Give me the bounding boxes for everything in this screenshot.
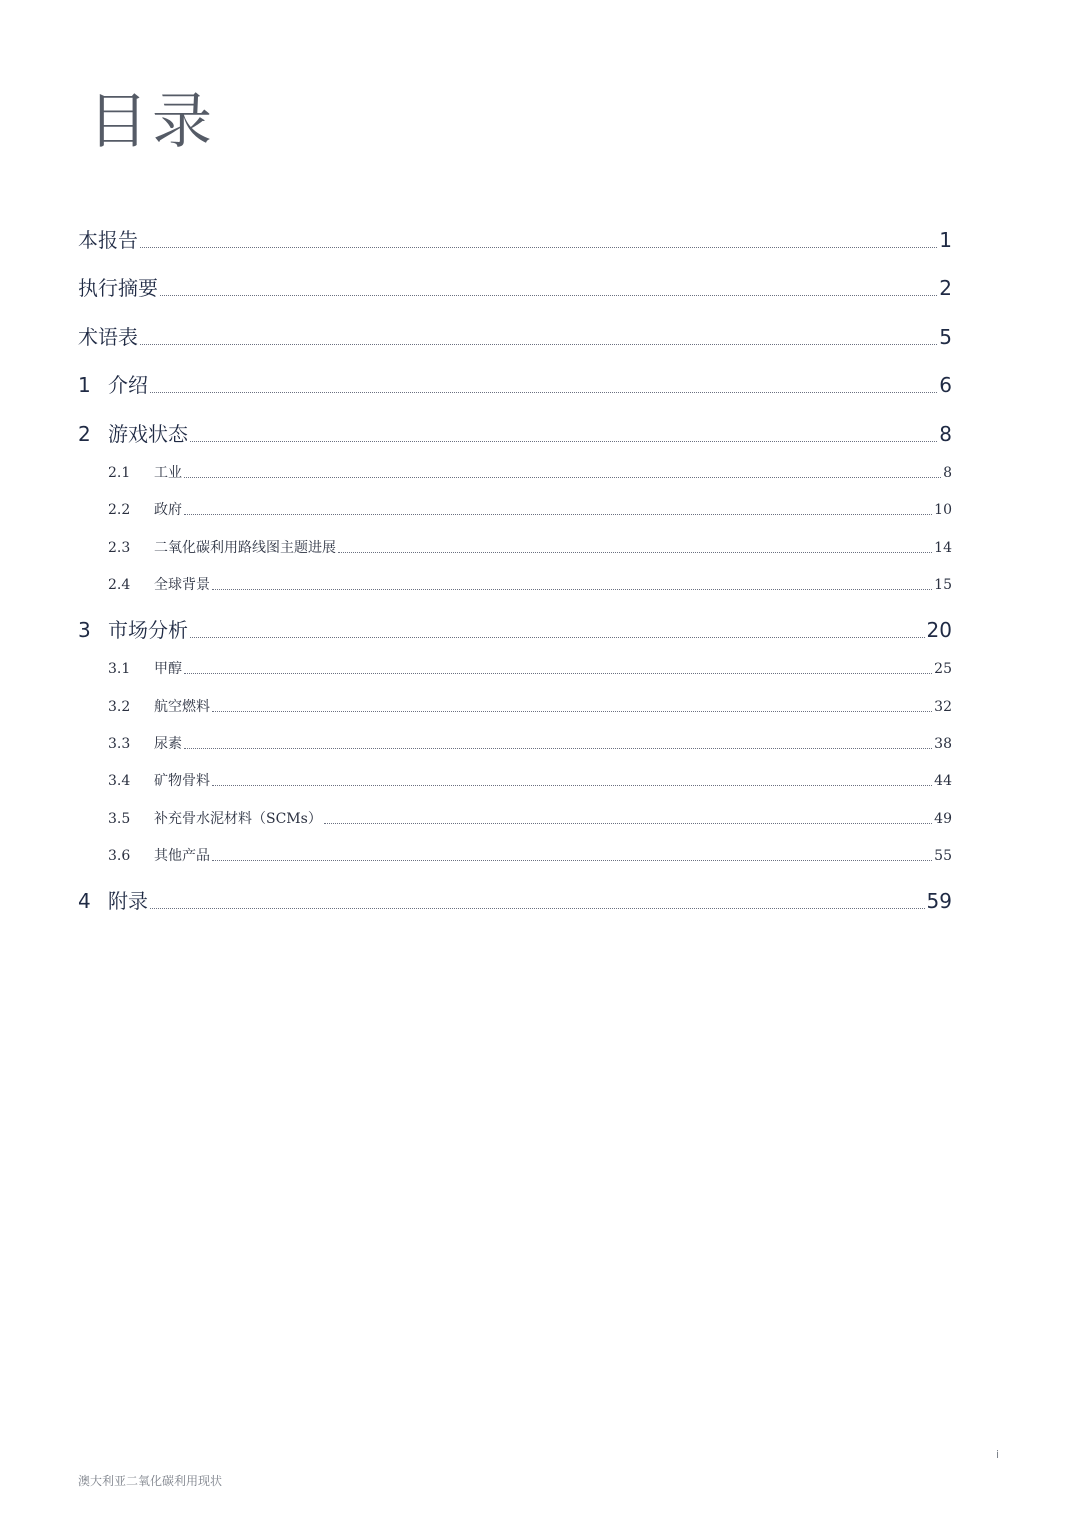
leader-dots xyxy=(190,637,925,638)
leader-dots xyxy=(184,748,932,749)
toc-entry-label: 游戏状态 xyxy=(108,422,188,446)
toc-entry-label: 工业 xyxy=(154,465,182,481)
toc-entry-label: 航空燃料 xyxy=(154,699,210,715)
toc-entry-appendix[interactable] xyxy=(78,885,952,914)
page-number: i xyxy=(996,1448,1000,1461)
toc-entry-number: 2.4 xyxy=(108,577,131,593)
toc-entry-other-products[interactable] xyxy=(78,845,952,865)
toc-entry-number: 3 xyxy=(78,618,91,642)
leader-dots xyxy=(150,392,937,393)
toc-entry-page: 49 xyxy=(934,811,952,827)
toc-entry-page: 44 xyxy=(934,773,952,789)
toc-entry-glossary[interactable] xyxy=(78,321,952,350)
toc-entry-number: 4 xyxy=(78,889,91,913)
toc-entry-label: 术语表 xyxy=(78,325,138,349)
toc-entry-roadmap-progress[interactable] xyxy=(78,537,952,557)
toc-entry-label: 执行摘要 xyxy=(78,276,158,300)
leader-dots xyxy=(140,247,937,248)
toc-entry-page: 14 xyxy=(934,540,952,556)
leader-dots xyxy=(212,711,932,712)
toc-entry-label: 政府 xyxy=(154,502,182,518)
toc-entry-page: 5 xyxy=(939,325,952,349)
toc-entry-urea[interactable] xyxy=(78,733,952,753)
toc-entry-label: 市场分析 xyxy=(108,618,188,642)
toc-entry-methanol[interactable] xyxy=(78,658,952,678)
toc-entry-industry[interactable] xyxy=(78,462,952,482)
toc-entry-number: 3.5 xyxy=(108,811,131,827)
toc-entry-label: 二氧化碳利用路线图主题进展 xyxy=(154,540,336,556)
toc-entry-page: 10 xyxy=(934,502,952,518)
toc-entry-global-context[interactable] xyxy=(78,574,952,594)
leader-dots xyxy=(184,477,941,478)
toc-entry-page: 8 xyxy=(939,422,952,446)
toc-entry-label: 本报告 xyxy=(78,228,138,252)
toc-entry-state-of-play[interactable] xyxy=(78,418,952,447)
leader-dots xyxy=(212,785,932,786)
leader-dots xyxy=(184,673,932,674)
leader-dots xyxy=(184,514,932,515)
toc-entry-label: 其他产品 xyxy=(154,848,210,864)
toc-entry-introduction[interactable] xyxy=(78,369,952,398)
leader-dots xyxy=(150,908,925,909)
toc-entry-label: 甲醇 xyxy=(154,661,182,677)
leader-dots xyxy=(212,589,932,590)
toc-entry-number: 1 xyxy=(78,373,91,397)
toc-entry-aviation-fuel[interactable] xyxy=(78,696,952,716)
toc-entry-label: 介绍 xyxy=(108,373,148,397)
toc-entry-government[interactable] xyxy=(78,499,952,519)
toc-entry-market-analysis[interactable] xyxy=(78,614,952,643)
toc-entry-number: 3.1 xyxy=(108,661,131,677)
toc-entry-number: 3.2 xyxy=(108,699,131,715)
toc-entry-page: 15 xyxy=(934,577,952,593)
toc-entry-page: 1 xyxy=(939,228,952,252)
leader-dots xyxy=(212,860,932,861)
toc-entry-page: 2 xyxy=(939,276,952,300)
leader-dots xyxy=(338,552,932,553)
toc-entry-page: 55 xyxy=(934,848,952,864)
footer-document-title: 澳大利亚二氧化碳利用现状 xyxy=(78,1474,223,1488)
toc-entry-number: 2.3 xyxy=(108,540,131,556)
leader-dots xyxy=(140,344,937,345)
leader-dots xyxy=(160,295,937,296)
leader-dots xyxy=(190,441,937,442)
toc-entry-page: 20 xyxy=(926,618,952,642)
toc-entry-executive-summary[interactable] xyxy=(78,272,952,301)
toc-entry-label: 附录 xyxy=(108,889,148,913)
page-title: 目录 xyxy=(88,87,216,157)
toc-entry-page: 6 xyxy=(939,373,952,397)
leader-dots xyxy=(324,823,932,824)
toc-entry-page: 32 xyxy=(934,699,952,715)
toc-entry-label: 矿物骨料 xyxy=(154,773,210,789)
toc-entry-number: 2 xyxy=(78,422,91,446)
toc-entry-label: 全球背景 xyxy=(154,577,210,593)
toc-entry-label: 尿素 xyxy=(154,736,182,752)
toc-entry-number: 3.4 xyxy=(108,773,131,789)
toc-entry-number: 3.3 xyxy=(108,736,131,752)
toc-entry-scms[interactable] xyxy=(78,808,952,828)
toc-entry-page: 38 xyxy=(934,736,952,752)
toc-entry-page: 8 xyxy=(943,465,952,481)
toc-entry-number: 3.6 xyxy=(108,848,131,864)
toc-entry-page: 59 xyxy=(926,889,952,913)
toc-entry-page: 25 xyxy=(934,661,952,677)
toc-entry-report[interactable] xyxy=(78,224,952,253)
toc-entry-number: 2.2 xyxy=(108,502,131,518)
toc-entry-label: 补充骨水泥材料（SCMs） xyxy=(154,811,322,827)
toc-entry-number: 2.1 xyxy=(108,465,131,481)
toc-entry-mineral-aggregates[interactable] xyxy=(78,770,952,790)
